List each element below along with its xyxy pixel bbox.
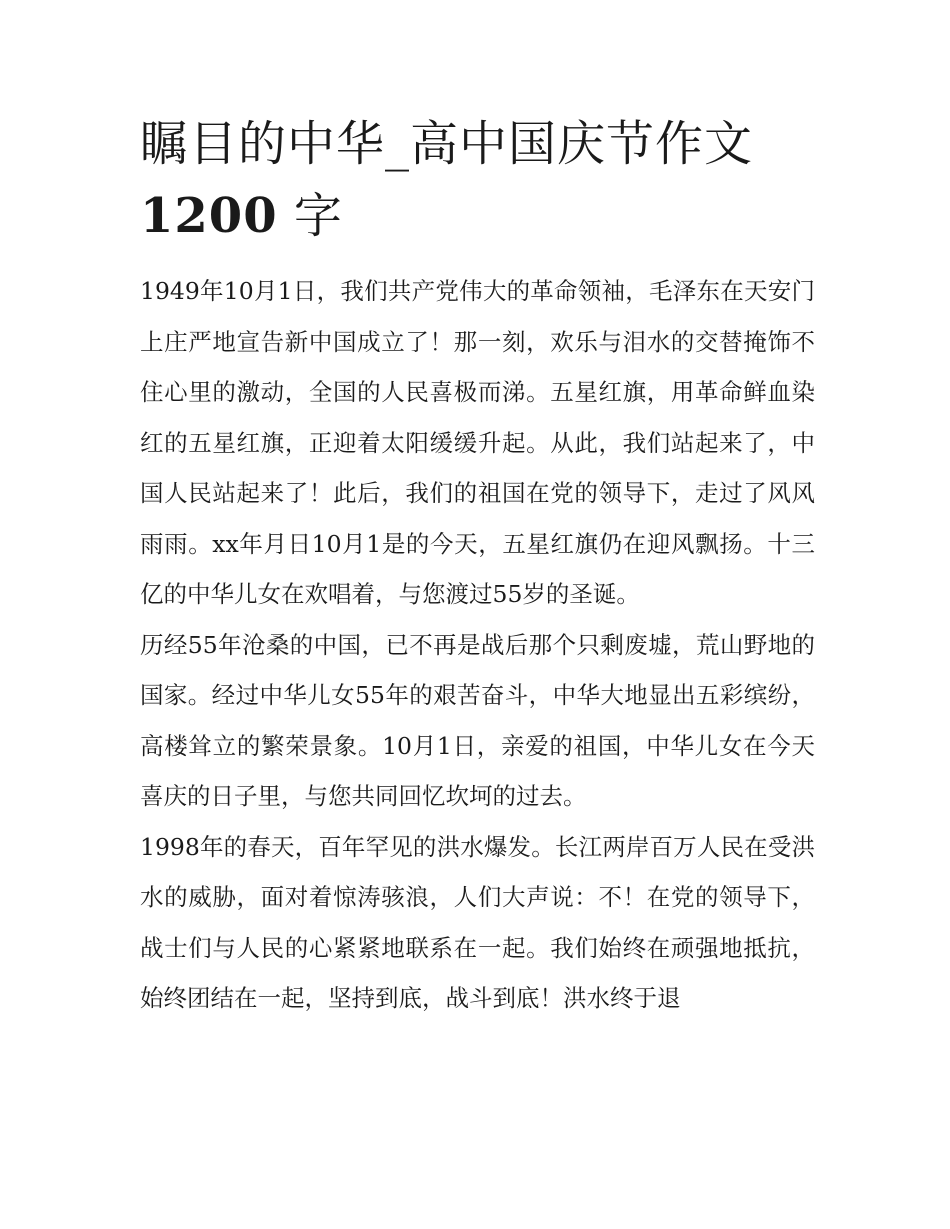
paragraph-2: 历经55年沧桑的中国，已不再是战后那个只剩废墟，荒山野地的国家。经过中华儿女55年的艰苦奋斗，中华大地显出五彩缤纷，高楼耸立的繁荣景象。10月1日，亲爱的祖国，中华儿女在今天喜庆的日子里，与您共同回忆坎坷的过去。 — [140, 630, 815, 810]
paragraph-3: 1998年的春天，百年罕见的洪水爆发。长江两岸百万人民在受洪水的威胁，面对着惊涛骇浪，人们大声说：不！在党的领导下，战士们与人民的心紧紧地联系在一起。我们始终在顽强地抵抗，始终团结在一起，坚持到底，战斗到底！洪水终于退 — [140, 832, 815, 1012]
title-main: 瞩目的中华_高中国庆节作文 — [140, 116, 754, 172]
title-number: 1200 — [140, 188, 278, 244]
document-page — [140, 108, 815, 1024]
paragraph-1: 1949年10月1日，我们共产党伟大的革命领袖，毛泽东在天安门上庄严地宣告新中国成立了！那一刻，欢乐与泪水的交替掩饰不住心里的激动，全国的人民喜极而涕。五星红旗，用革命鲜血染红的五星红旗，正迎着太阳缓缓升起。从此，我们站起来了，中国人民站起来了！此后，我们的祖国在党的领导下，走过了风风雨雨。xx年月日10月1是的今天，五星红旗仍在迎风飘扬。十三亿的中华儿女在欢唱着，与您渡过55岁的圣诞。 — [140, 277, 815, 608]
title-suffix: 字 — [277, 188, 343, 244]
document-title — [140, 108, 815, 252]
